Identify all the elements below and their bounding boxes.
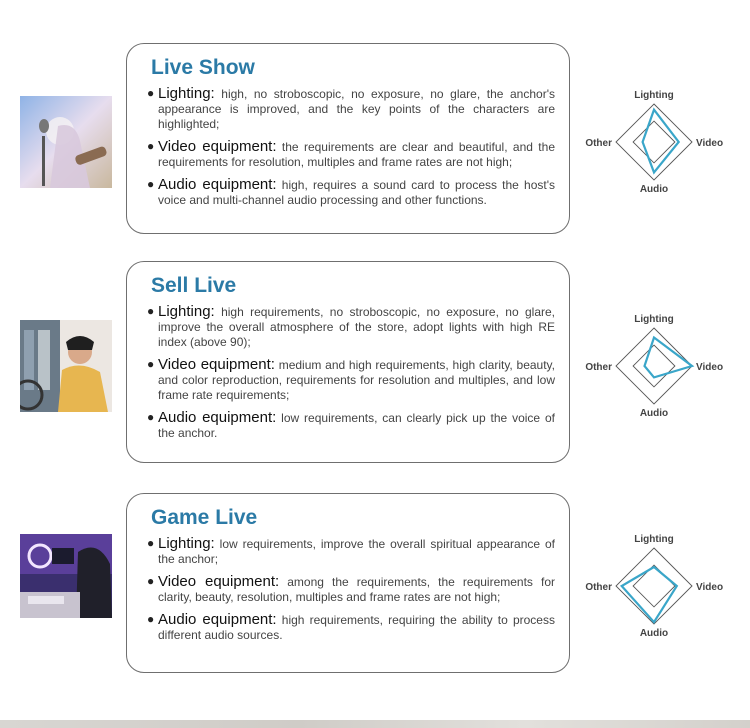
lighting-item: ● Lighting: high requirements, no stroboscopic, no exposure, no glare, improve the overall atmosphere of the store, adopt lights with high RE index (above 90); xyxy=(147,303,555,349)
lighting-item: ● Lighting: low requirements, improve the overall spiritual appearance of the anchor; xyxy=(147,535,555,566)
radar-grid-0 xyxy=(616,548,692,624)
sell-live-photo xyxy=(20,320,112,412)
radar-axis-label: Other xyxy=(585,582,612,593)
audio-item: ● Audio equipment: high, requires a sound card to process the host's voice and multi-channel audio processing and other functions. xyxy=(147,176,556,207)
live-show-photo xyxy=(20,96,112,188)
video-item: ● Video equipment: among the requirements, the requirements for clarity, beauty, resolution, multiples and frame rates are not high; xyxy=(147,573,555,604)
game-live-photo xyxy=(20,534,112,618)
radar-chart-sell-live xyxy=(580,306,740,426)
radar-series xyxy=(643,110,679,173)
audio-item: ● Audio equipment: high requirements, requiring the ability to process different audio sources. xyxy=(147,611,555,642)
game-live-card xyxy=(126,493,570,673)
video-item: ● Video equipment: the requirements are clear and beautiful, and the requirements for resolution, multiples and frame rates are not high; xyxy=(147,138,555,169)
radar-grid-0 xyxy=(616,104,692,180)
section-title: Live Show xyxy=(151,56,255,79)
section-title: Game Live xyxy=(151,506,258,529)
radar-axis-label: Lighting xyxy=(634,314,674,325)
radar-series xyxy=(645,338,693,378)
radar-axis-label: Video xyxy=(696,138,724,149)
radar-axis-label: Audio xyxy=(639,184,669,195)
radar-axis-label: Other xyxy=(585,138,612,149)
radar-axis-label: Lighting xyxy=(634,90,674,101)
bottom-strip xyxy=(0,720,750,728)
radar-chart-game-live xyxy=(580,526,740,646)
radar-axis-label: Audio xyxy=(639,408,669,419)
sell-live-card xyxy=(126,261,570,463)
video-item: ● Video equipment: medium and high requirements, high clarity, beauty, and color reproduction, requirements for resolution and multiples, and low frame rate requirements; xyxy=(147,356,556,402)
radar-chart-live-show xyxy=(580,82,740,202)
lighting-item: ● Lighting: high, no stroboscopic, no exposure, no glare, the anchor's appearance is improved, and the key points of the characters are highlighted; xyxy=(147,85,555,131)
audio-item: ● Audio equipment: low requirements, can clearly pick up the voice of the anchor. xyxy=(147,409,555,440)
radar-grid-1 xyxy=(633,345,675,387)
radar-axis-label: Lighting xyxy=(634,534,674,545)
radar-series xyxy=(622,567,677,622)
live-show-card xyxy=(126,43,570,234)
section-title: Sell Live xyxy=(151,274,237,297)
radar-axis-label: Video xyxy=(696,362,724,373)
radar-axis-label: Audio xyxy=(639,628,669,639)
radar-axis-label: Other xyxy=(585,362,612,373)
radar-axis-label: Video xyxy=(696,582,724,593)
